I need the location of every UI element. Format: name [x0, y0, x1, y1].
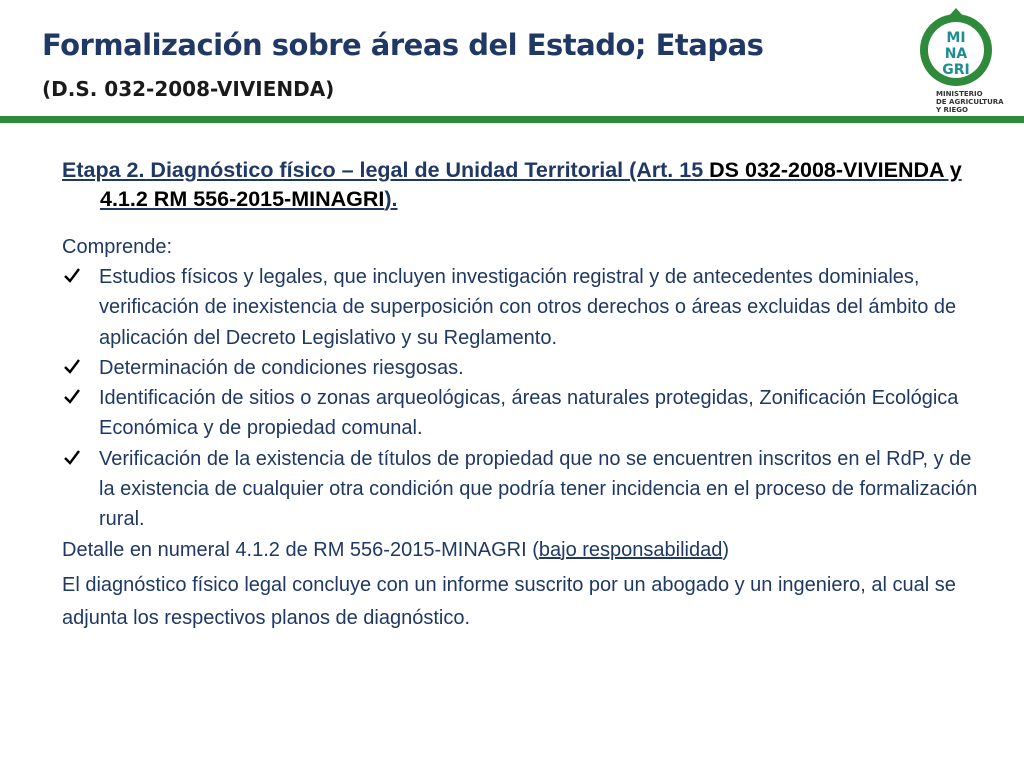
checkmark-icon: [62, 356, 82, 376]
logo-text-mi: MI: [946, 30, 966, 46]
stage-heading-reference: DS 032-2008-VIVIENDA y 4.1.2 RM 556-2015-MINAGRI: [100, 158, 962, 211]
list-item-text: Verificación de la existencia de títulos de propiedad que no se encuentren inscritos en el RdP, y de la existencia de cualquier otra condición que podría tener incidencia en el proceso de formalización rural.: [99, 447, 978, 531]
logo-org-line-1: MINISTERIO: [936, 90, 983, 98]
page-subtitle: (D.S. 032-2008-VIVIENDA): [42, 77, 335, 101]
list-item: [62, 262, 982, 353]
conclusion-text: El diagnóstico físico legal concluye con un informe suscrito por un abogado y un ingeniero, al cual se adjunta los respectivos planos de diagnóstico.: [62, 573, 956, 629]
stage-heading-part3: ).: [384, 187, 398, 211]
detail-prefix: Detalle en numeral 4.1.2 de RM 556-2015-MINAGRI (: [62, 538, 539, 561]
requirements-list: [62, 262, 982, 535]
header-divider: [0, 116, 1024, 123]
logo-text-na: NA: [944, 46, 968, 62]
stage-heading: [62, 156, 982, 214]
list-item-text: Determinación de condiciones riesgosas.: [99, 356, 464, 379]
detail-reference: [62, 535, 982, 565]
list-item: [62, 353, 982, 383]
checkmark-icon: [62, 447, 82, 467]
detail-suffix: ): [722, 538, 730, 561]
minagri-logo: [918, 4, 1018, 116]
detail-underlined: bajo responsabilidad: [538, 538, 723, 561]
logo-org-line-2: DE AGRICULTURA: [936, 98, 1004, 106]
logo-text-gri: GRI: [942, 62, 970, 78]
logo-org-line-3: Y RIEGO: [936, 106, 968, 114]
list-item-text: Identificación de sitios o zonas arqueológicas, áreas naturales protegidas, Zonificación Ecológica Económica y de propiedad comunal.: [99, 387, 959, 440]
list-item-text: Estudios físicos y legales, que incluyen investigación registral y de antecedentes dominiales, verificación de inexistencia de superposición con otros derechos o áreas excluidas del ámbito de aplicación del Decreto Legislativo y su Reglamento.: [99, 266, 957, 349]
checkmark-icon: [62, 265, 82, 285]
stage-heading-part1: Etapa 2. Diagnóstico físico – legal de Unidad Territorial (Art. 15: [62, 158, 710, 182]
slide-content: [62, 156, 982, 635]
intro-text: Comprende:: [62, 236, 173, 258]
checkmark-icon: [62, 386, 82, 406]
list-item: [62, 444, 982, 535]
page-title: Formalización sobre áreas del Estado; Etapas: [42, 28, 764, 62]
list-item: [62, 383, 982, 444]
minagri-logo-mark: [918, 4, 1018, 116]
